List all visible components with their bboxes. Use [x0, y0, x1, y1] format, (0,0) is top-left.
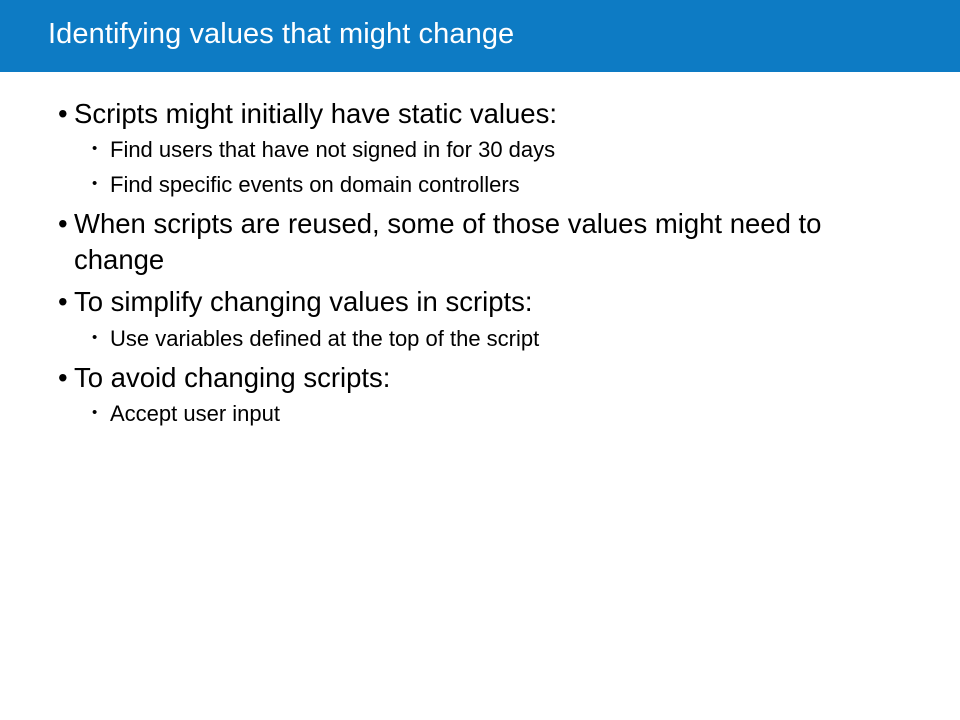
bullet-icon: •	[92, 174, 98, 192]
bullet-list-level2	[74, 134, 874, 199]
bullet-list-level1	[0, 96, 960, 429]
list-item	[74, 169, 874, 200]
bullet-icon: •	[58, 98, 68, 129]
list-item	[0, 206, 874, 279]
slide-title-bar	[0, 0, 960, 72]
list-item-label: Find users that have not signed in for 30 days	[110, 137, 556, 163]
bullet-icon: •	[92, 328, 98, 346]
bullet-icon: •	[92, 140, 98, 158]
bullet-list-level2	[74, 398, 874, 429]
list-item-label: Accept user input	[110, 401, 280, 427]
slide-body	[0, 96, 960, 435]
list-item-label: To simplify changing values in scripts:	[74, 286, 533, 318]
list-item-label: When scripts are reused, some of those values might need to change	[74, 207, 822, 276]
list-item-label: Scripts might initially have static values:	[74, 98, 557, 129]
bullet-icon: •	[92, 404, 98, 422]
list-item	[74, 398, 874, 429]
list-item	[0, 360, 874, 430]
list-item	[0, 284, 874, 354]
bullet-icon: •	[58, 207, 68, 239]
list-item-label: To avoid changing scripts:	[74, 361, 391, 393]
page-title: Identifying values that might change	[48, 18, 515, 50]
list-item	[74, 323, 874, 354]
bullet-list-level2	[74, 323, 874, 354]
list-item-label: Use variables defined at the top of the script	[110, 325, 540, 351]
bullet-icon: •	[58, 361, 68, 393]
bullet-icon: •	[58, 286, 68, 318]
list-item	[74, 134, 874, 165]
list-item-label: Find specific events on domain controllers	[110, 171, 520, 197]
list-item	[0, 96, 874, 200]
